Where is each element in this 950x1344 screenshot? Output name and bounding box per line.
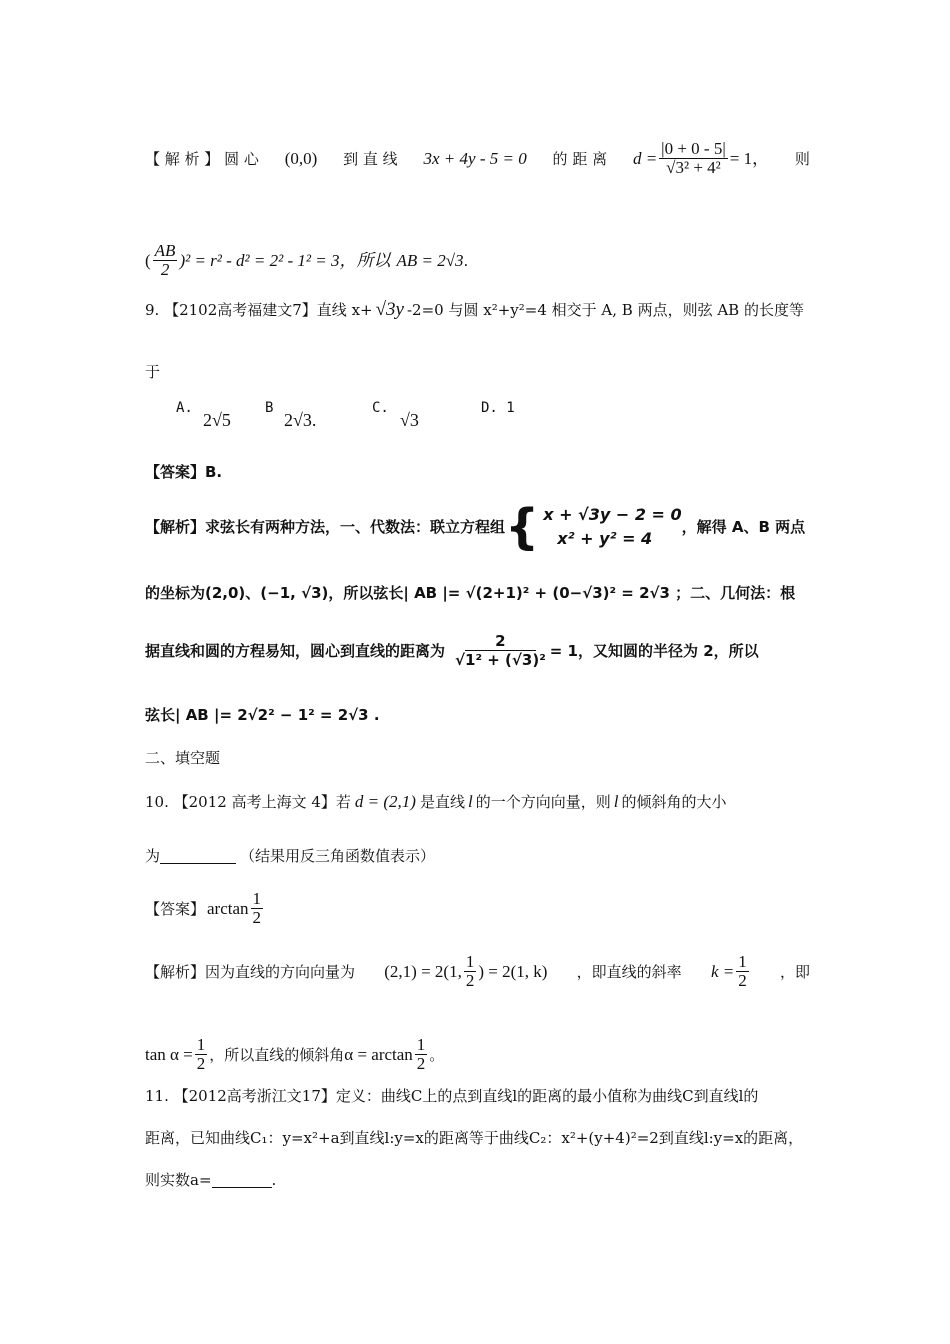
slope-symbol: k = <box>710 961 735 981</box>
answer-blank-11 <box>212 1173 272 1188</box>
slope-numerator: 1 <box>738 952 747 971</box>
option-b-label: B <box>265 400 274 416</box>
direction-vector: d = (2,1) <box>354 792 416 811</box>
solution-9-line-1 <box>145 499 806 555</box>
period: . <box>463 251 469 270</box>
solution-10-period: 。 <box>429 1045 445 1064</box>
equation-system <box>505 499 682 555</box>
question-10-text-h: 为 <box>145 847 161 865</box>
question-9-line-2 <box>145 362 160 382</box>
tan-denominator: 2 <box>196 1054 206 1073</box>
solution-9-line-3 <box>145 632 759 669</box>
answer-10-denominator: 2 <box>252 908 262 927</box>
question-9-text-a: 9. 【2102高考福建文7】直线 x+ <box>145 301 373 319</box>
left-brace: { <box>505 499 540 555</box>
slope-expression <box>711 953 751 990</box>
distance-fraction <box>659 140 728 177</box>
option-d: D. 1 <box>481 400 515 416</box>
question-10-text-e: 的一个方向向量，则 <box>475 793 611 811</box>
solution-9-text-d: 据直线和圆的方程易知，圆心到直线的距离为 <box>145 641 446 660</box>
question-9-line-1 <box>145 300 804 320</box>
solution-9-text-g: = 1，又知圆的半径为 2，所以 <box>549 641 759 660</box>
solution-10-text-n: ，所以直线的倾斜角 <box>209 1045 345 1064</box>
option-b-value: 2√3. <box>284 410 317 430</box>
question-9-sqrt: √3y <box>375 299 404 320</box>
solution-8-text-c: 到 直 线 <box>343 149 398 168</box>
direction-expr-a: (2,1) = 2(1, <box>384 961 462 981</box>
distance-result: = 1， <box>729 148 770 168</box>
distance-symbol: d = <box>632 148 658 168</box>
half-chord-denominator: 2 <box>160 260 170 279</box>
answer-10-numerator: 1 <box>252 889 262 908</box>
solution-10-text-f: ，即直线的斜率 <box>576 962 682 981</box>
angle-fraction <box>415 1036 428 1073</box>
half-chord-fraction <box>153 242 178 279</box>
option-a-label: A. <box>176 400 193 416</box>
question-10-line-1 <box>145 792 726 812</box>
answer-10-arctan: arctan <box>207 898 249 918</box>
equation-row-2: x² + y² = 4 <box>557 529 653 548</box>
angle-numerator: 1 <box>416 1035 426 1054</box>
solution-10-line-1 <box>145 953 810 990</box>
equation-row-1: x + √3y − 2 = 0 <box>543 505 682 524</box>
question-11-text-c: 则实数a= <box>145 1171 212 1189</box>
solution-9-text-a: 【解析】求弦长有两种方法，一、代数法：联立方程组 <box>145 518 506 536</box>
distance-2-denominator: √1² + (√3)² <box>455 651 546 669</box>
angle-expression: α = arctan <box>344 1044 413 1064</box>
distance-fraction-2 <box>453 632 548 669</box>
equation-rows <box>543 503 681 551</box>
question-11-line-2: 距离，已知曲线C₁：y=x²+a到直线l:y=x的距离等于曲线C₂：x²+(y+4)²=2到直线l:y=x的距离， <box>145 1129 804 1147</box>
tan-fraction <box>195 1036 208 1073</box>
answer-9: 【答案】B. <box>145 463 223 481</box>
half-chord-equation: )² = r² - d² = 2² - 1² = 3，所以 <box>179 250 391 270</box>
question-10-line-2 <box>145 846 435 866</box>
direction-denominator: 2 <box>465 971 475 990</box>
tan-numerator: 1 <box>196 1035 206 1054</box>
paren-open: ( <box>145 250 151 270</box>
solution-8-line-2 <box>145 242 468 279</box>
direction-expression <box>384 953 547 990</box>
distance-2-numerator: 2 <box>465 632 535 651</box>
slope-fraction <box>736 953 749 990</box>
line-symbol-2: l <box>613 792 619 811</box>
solution-9-line-2: 的坐标为(2,0)、(−1, √3)，所以弦长| AB |= √(2+1)² + (0−√3)² = 2√3 ；二、几何法：根 <box>145 584 796 602</box>
solution-8-text-j: 则 <box>794 149 810 168</box>
distance-denominator: √3² + 4² <box>666 158 721 177</box>
answer-10-fraction <box>251 890 264 927</box>
question-11-line-1: 11. 【2012高考浙江文17】定义：曲线C上的点到直线l的距离的最小值称为曲线C到直线l的 <box>145 1087 759 1105</box>
solution-8-text-a: 【 解 析 】 圆 心 <box>145 149 259 168</box>
circle-center: (0,0) <box>284 148 318 168</box>
chord-result: AB = 2√3 <box>396 250 464 270</box>
question-9-text-d: 于 <box>145 363 161 381</box>
solution-10-text-j: ，即 <box>779 962 810 981</box>
question-9-text-c: -2=0 与圆 x²+y²=4 相交于 A, B 两点，则弦 AB 的长度等 <box>406 301 804 319</box>
answer-10-label: 【答案】 <box>145 899 206 918</box>
answer-blank-10 <box>160 849 236 864</box>
solution-9-text-b: ，解得 A、B 两点 <box>681 518 806 536</box>
tan-expression: tan α = <box>145 1044 193 1064</box>
direction-expr-b: ) = 2(1, k) <box>478 961 548 981</box>
option-c-value: √3 <box>400 410 419 430</box>
distance-formula <box>633 140 769 177</box>
question-10-text-g: 的倾斜角的大小 <box>621 793 727 811</box>
question-10-text-a: 10. 【2012 高考上海文 4】若 <box>145 793 351 811</box>
question-10-text-c: 是直线 <box>419 793 465 811</box>
section-heading: 二、填空题 <box>145 749 221 767</box>
slope-denominator: 2 <box>738 971 747 990</box>
line-symbol-1: l <box>467 792 473 811</box>
direction-numerator: 1 <box>465 952 475 971</box>
solution-9-line-4: 弦长| AB |= 2√2² − 1² = 2√3 . <box>145 706 380 724</box>
solution-8-text-e: 的 距 离 <box>552 149 608 168</box>
question-10-text-i: （结果用反三角函数值表示） <box>240 847 436 865</box>
answer-10 <box>145 890 265 927</box>
line-equation: 3x + 4y - 5 = 0 <box>423 148 527 168</box>
question-11-period: . <box>271 1171 277 1189</box>
solution-8-line-1 <box>145 140 810 177</box>
option-a-value: 2√5 <box>203 410 231 430</box>
direction-fraction <box>464 953 477 990</box>
question-11-line-3 <box>145 1170 276 1190</box>
solution-10-text-a: 【解析】因为直线的方向向量为 <box>145 962 356 981</box>
option-c-label: C. <box>372 400 389 416</box>
angle-denominator: 2 <box>416 1054 426 1073</box>
distance-numerator: |0 + 0 - 5| <box>661 139 726 158</box>
half-chord-numerator: AB <box>154 241 176 260</box>
solution-10-line-2 <box>145 1036 444 1073</box>
